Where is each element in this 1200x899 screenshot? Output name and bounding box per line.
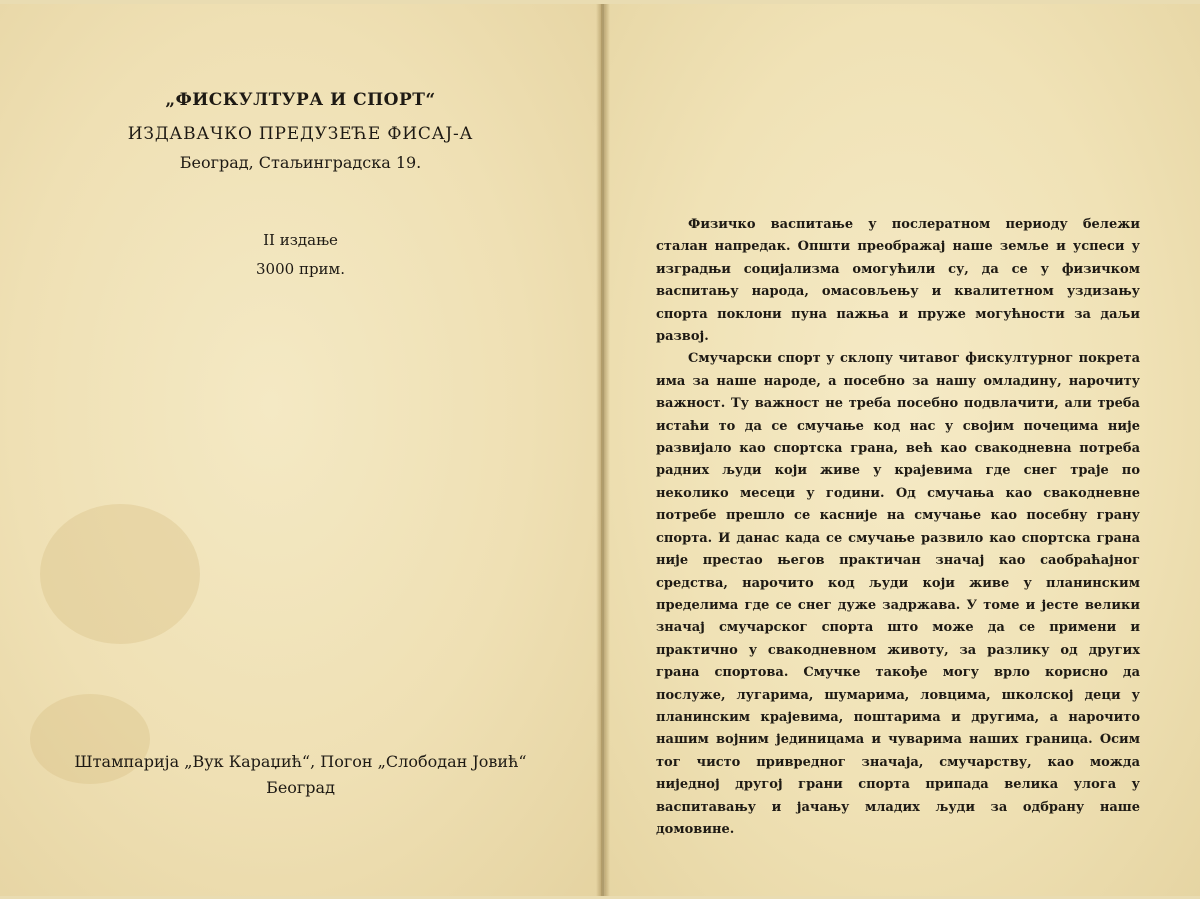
paper-stain: [40, 504, 200, 644]
printer-city: Београд: [266, 778, 335, 797]
book-gutter: [596, 4, 610, 896]
edition-number: II издање: [263, 231, 338, 249]
publisher-address: Београд, Стаљинградска 19.: [179, 153, 422, 172]
printer-name: Штампарија „Вук Караџић“, Погон „Слободан Јовић“: [74, 752, 527, 771]
publishing-company: ИЗДАВАЧКО ПРЕДУЗЕЋЕ ФИСАЈ-А: [127, 124, 474, 144]
publisher-name: „ФИСКУЛТУРА И СПОРТ“: [165, 90, 436, 110]
print-run: 3000 прим.: [256, 260, 345, 278]
left-page: [0, 4, 602, 896]
paragraph: Физичко васпитање у послератном периоду бележи сталан напредак. Општи преображај наше земље и успеси у изградњи социјализма омогућили су, да се у физичком васпитању народа, омасовљењу и квалитетном уздизању спорта поклони пуна пажња и пруже могућности за даљи развој.: [656, 217, 1140, 345]
body-text: [656, 214, 1140, 841]
paragraph: Смучарски спорт у склопу читавог фискултурног покрета има за наше народе, а посебно за нашу омладину, нарочиту важност. Ту важност не треба посебно подвлачити, али треба истаћи то да се смучање код нас у својим почецима није развијало као спортска грана, већ као свакодневна потреба радних људи који живе у крајевима где снег траје по неколико месеци у години. Од смучања као свакодневне потребе прешло се касније на смучање као посебну грану спорта. И данас када се смучање развило као спортска грана није престао његов практичан значај као саобраћајног средства, нарочито код људи који живе у планинским пределима где се снег дуже задржава. У томе и јесте велики значај смучарског спорта што може да се примени и практично у свакодневном животу, за разлику од других грана спортова. Смучке такође могу врло корисно да послуже, лугарима, шумарима, ловцима, школској деци у планинским крајевима, поштарима и другима, а нарочито нашим војним јединицама и чуварима наших граница. Осим тог чисто привредног значаја, смучарству, као можда ниједној другој грани спорта припада велика улога у васпитавању и јачању младих људи за одбрану наше домовине.: [656, 351, 1140, 837]
